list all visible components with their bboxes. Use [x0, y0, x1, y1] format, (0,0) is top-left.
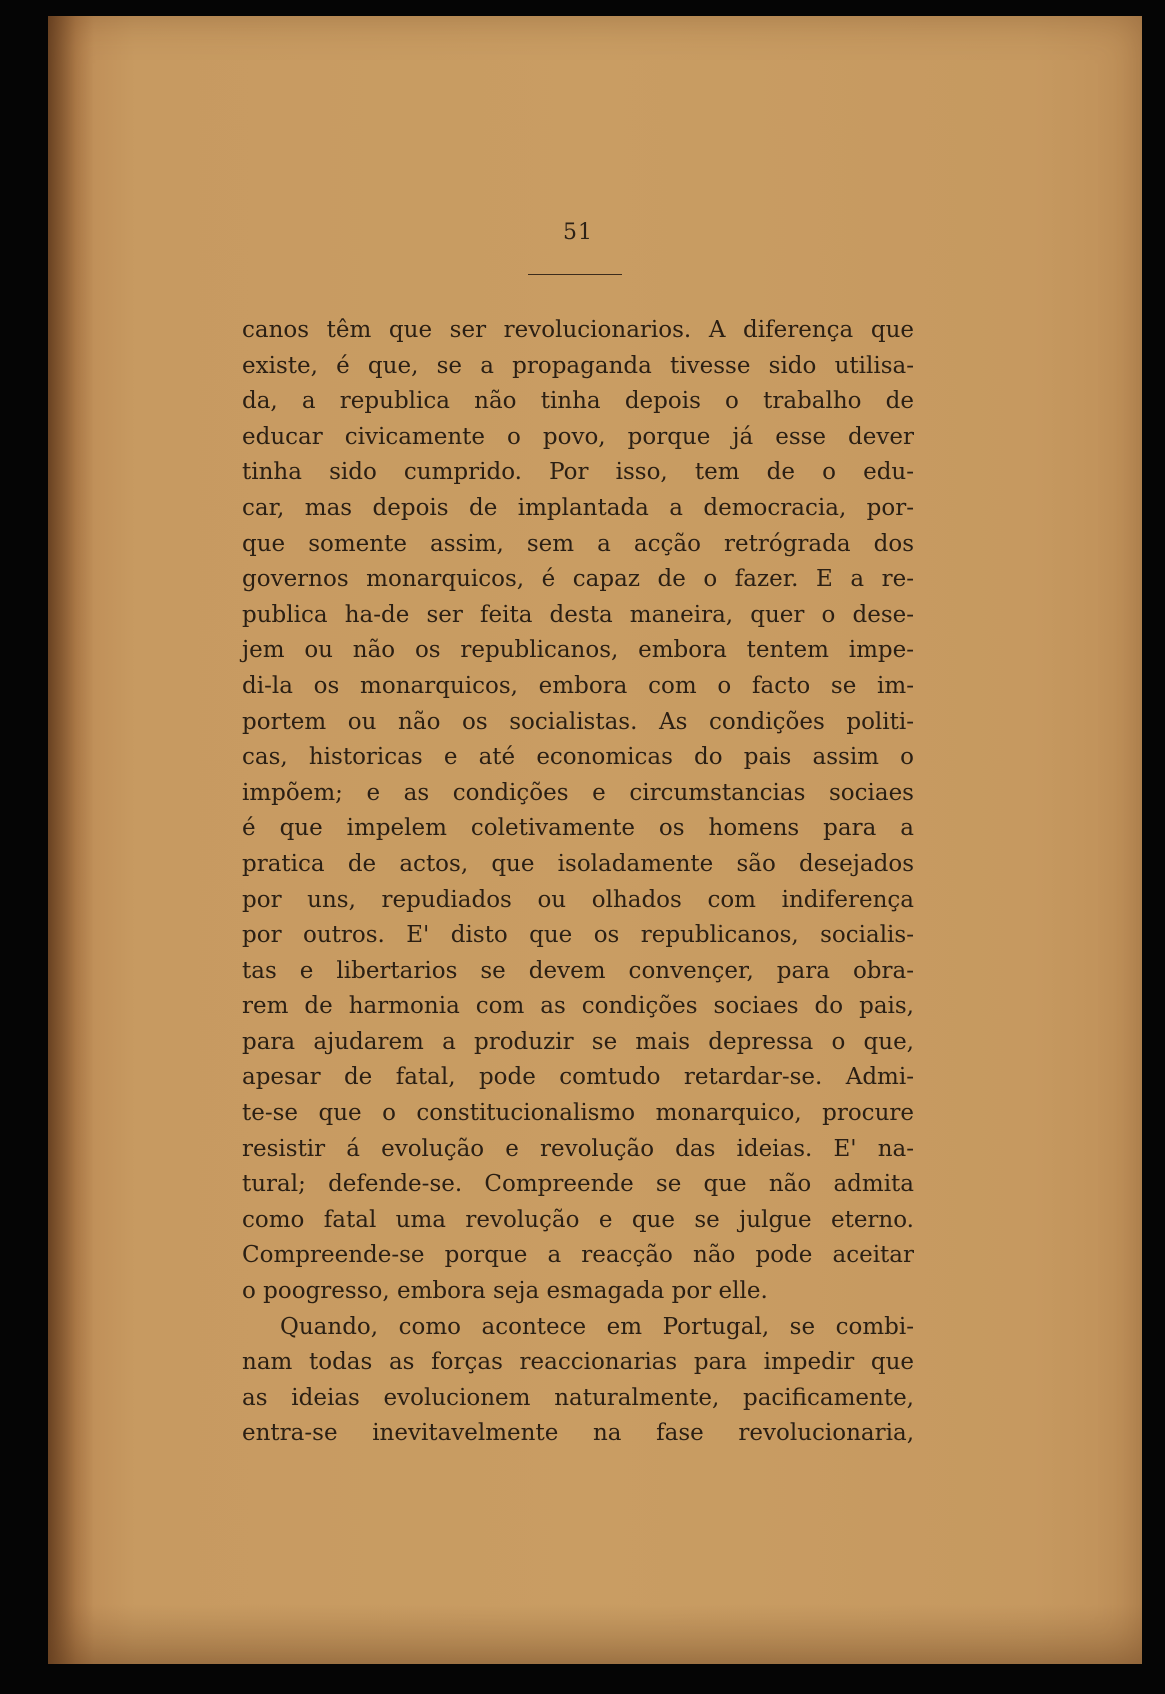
header-rule: [528, 274, 622, 275]
text-line: como fatal uma revolução e que se julgue eterno.: [242, 1206, 914, 1233]
text-line: tural; defende-se. Compreende se que não admita: [242, 1171, 914, 1198]
text-line: para ajudarem a produzir se mais depressa o que,: [242, 1028, 914, 1055]
text-line: publica ha-de ser feita desta maneira, quer o dese-: [242, 601, 914, 628]
text-line: entra-se inevitavelmente na fase revolucionaria,: [242, 1420, 914, 1447]
text-line: nam todas as forças reaccionarias para impedir que: [242, 1349, 914, 1376]
book-page: [48, 16, 1142, 1664]
text-line: apesar de fatal, pode comtudo retardar-se. Admi-: [242, 1064, 914, 1091]
page-number: 51: [563, 220, 593, 245]
text-line: governos monarquicos, é capaz de o fazer. E a re-: [242, 566, 914, 593]
text-line: que somente assim, sem a acção retrógrada dos: [242, 530, 914, 557]
text-line: por uns, repudiados ou olhados com indiferença: [242, 886, 914, 913]
text-line: tinha sido cumprido. Por isso, tem de o edu-: [242, 459, 914, 486]
text-line: car, mas depois de implantada a democracia, por-: [242, 494, 914, 521]
text-line: é que impelem coletivamente os homens para a: [242, 815, 914, 842]
text-line: existe, é que, se a propaganda tivesse sido utilisa-: [242, 352, 914, 379]
text-line: resistir á evolução e revolução das ideias. E' na-: [242, 1135, 914, 1162]
text-line: pratica de actos, que isoladamente são desejados: [242, 850, 914, 877]
text-line: jem ou não os republicanos, embora tentem impe-: [242, 637, 914, 664]
text-line: Compreende-se porque a reacção não pode aceitar: [242, 1242, 914, 1269]
text-line: tas e libertarios se devem convençer, para obra-: [242, 957, 914, 984]
text-line: te-se que o constitucionalismo monarquico, procure: [242, 1100, 914, 1127]
body-text: [242, 313, 914, 1452]
text-line: rem de harmonia com as condições sociaes do pais,: [242, 993, 914, 1020]
text-line: impõem; e as condições e circumstancias sociaes: [242, 779, 914, 806]
text-line: da, a republica não tinha depois o trabalho de: [242, 388, 914, 415]
text-line: as ideias evolucionem naturalmente, pacificamente,: [242, 1384, 914, 1411]
text-line: di-la os monarquicos, embora com o facto se im-: [242, 672, 914, 699]
text-line: Quando, como acontece em Portugal, se combi-: [280, 1313, 914, 1340]
text-line: cas, historicas e até economicas do pais assim o: [242, 744, 914, 771]
text-line: educar civicamente o povo, porque já esse dever: [242, 423, 914, 450]
text-line: por outros. E' disto que os republicanos, socialis-: [242, 922, 914, 949]
text-line: portem ou não os socialistas. As condições politi-: [242, 708, 914, 735]
text-line: canos têm que ser revolucionarios. A diferença que: [242, 317, 914, 343]
text-line: o poogresso, embora seja esmagada por elle.: [242, 1278, 768, 1305]
